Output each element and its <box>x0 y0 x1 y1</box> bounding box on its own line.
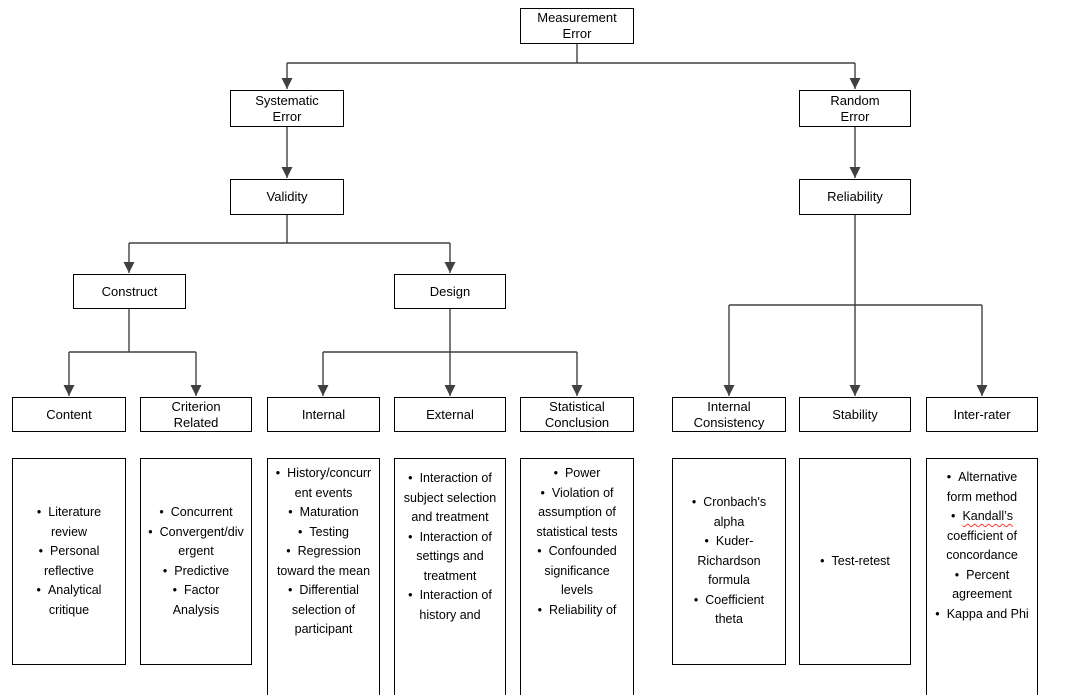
node-label: Systematic Error <box>255 92 319 124</box>
bullet-icon <box>820 554 831 568</box>
list-item-text: Predictive <box>174 563 230 578</box>
bullet-icon <box>37 505 48 519</box>
list-item-text: Reliability of <box>549 602 617 617</box>
list-item <box>528 542 626 601</box>
list-item-text: Power <box>564 466 601 480</box>
bullet-icon <box>935 607 946 621</box>
bullet-icon <box>951 509 962 523</box>
list-item-text: History/concurrent events <box>287 466 372 500</box>
node-inter-rater <box>926 397 1038 432</box>
bullet-icon <box>694 593 705 607</box>
list-item-text: Personal reflective <box>43 544 100 578</box>
list-item-text: Alternative form method <box>946 470 1018 504</box>
node-label: Random Error <box>830 92 880 124</box>
list-item-text: Interaction of history and <box>419 588 492 622</box>
node-label: Stability <box>832 406 878 422</box>
list-item <box>275 503 372 523</box>
list-item <box>20 542 118 581</box>
bullet-icon <box>286 544 297 558</box>
list-item-text: Percent agreement <box>952 567 1012 601</box>
bullet-icon <box>537 544 548 558</box>
node-criterion-related <box>140 397 252 432</box>
list-item-text: Violation of assumption of statistical tests <box>536 485 618 539</box>
list-item-text: Interaction of subject selection and treatment <box>403 471 497 524</box>
node-label: Content <box>46 406 92 422</box>
node-label: Inter-rater <box>953 406 1011 422</box>
node-random-error <box>799 90 911 127</box>
list-item-text: Convergent/divergent <box>159 524 244 558</box>
list-item-text: Concurrent <box>170 505 233 519</box>
list-item <box>275 523 372 543</box>
node-label: Reliability <box>827 189 883 204</box>
list-content-methods <box>12 458 126 665</box>
node-label: Construct <box>101 283 158 299</box>
node-reliability <box>799 179 911 215</box>
node-label: Statistical Conclusion <box>544 398 610 430</box>
list-item <box>148 562 244 582</box>
list-item-text: Maturation <box>299 505 359 519</box>
node-systematic-error <box>230 90 344 127</box>
list-item <box>148 581 244 620</box>
bullet-icon <box>538 603 549 617</box>
list-item-text: Confounded significance levels <box>544 544 617 597</box>
bullet-icon <box>705 534 716 548</box>
list-item <box>680 532 778 591</box>
node-label: External <box>426 406 474 422</box>
bullet-icon <box>37 583 48 597</box>
list-external-threats <box>394 458 506 695</box>
list-item-text: Literature review <box>48 505 102 539</box>
list-item-text: Cronbach's alpha <box>703 495 767 529</box>
bullet-icon <box>554 466 565 480</box>
node-design <box>394 274 506 309</box>
list-item <box>402 469 498 528</box>
bullet-icon <box>159 505 170 519</box>
bullet-icon <box>298 525 309 539</box>
list-internal-consistency-methods <box>672 458 786 665</box>
list-internal-threats <box>267 458 380 695</box>
node-validity <box>230 179 344 215</box>
list-item <box>528 464 626 484</box>
list-item-text: coefficient of concordance <box>946 528 1018 562</box>
list-item-text: Analytical critique <box>47 583 102 617</box>
list-item <box>934 468 1030 507</box>
list-inter-rater-methods <box>926 458 1038 695</box>
list-item <box>934 605 1030 625</box>
bullet-icon <box>408 530 419 544</box>
list-item-text: Kuder-Richardson formula <box>697 534 761 588</box>
list-item <box>934 566 1030 605</box>
node-construct <box>73 274 186 309</box>
node-internal-consistency <box>672 397 786 432</box>
list-item <box>20 503 118 542</box>
list-stability-methods <box>799 458 911 665</box>
bullet-icon <box>288 583 299 597</box>
node-label: Internal Consistency <box>693 398 765 430</box>
node-internal <box>267 397 380 432</box>
bullet-icon <box>947 470 958 484</box>
node-label: Internal <box>301 406 346 422</box>
list-item-text: Coefficient theta <box>705 592 765 627</box>
list-item <box>148 503 244 523</box>
bullet-icon <box>288 505 299 519</box>
node-label: Validity <box>266 189 308 204</box>
list-item-text: Differential selection of participant <box>291 583 359 636</box>
list-item <box>275 542 372 581</box>
bullet-icon <box>163 564 174 578</box>
node-label: Measurement Error <box>537 10 617 41</box>
bullet-icon <box>540 486 551 500</box>
bullet-icon <box>408 588 419 602</box>
list-item <box>402 528 498 587</box>
list-item <box>402 586 498 625</box>
list-item <box>528 601 626 621</box>
list-item <box>20 581 118 620</box>
list-item-text: Factor Analysis <box>172 583 220 617</box>
list-item-text: Interaction of settings and treatment <box>416 529 492 583</box>
list-statistical-conclusion-threats <box>520 458 634 695</box>
list-item <box>275 464 372 503</box>
list-item <box>680 493 778 532</box>
list-item <box>275 581 372 640</box>
misspelled-word: Kandall’s <box>962 509 1013 523</box>
node-label: Criterion Related <box>171 398 221 430</box>
bullet-icon <box>276 466 287 480</box>
bullet-icon <box>408 471 419 485</box>
bullet-icon <box>39 544 50 558</box>
list-item <box>934 507 1030 566</box>
node-content <box>12 397 126 432</box>
list-item <box>148 523 244 562</box>
list-item <box>680 591 778 630</box>
list-criterion-related-methods <box>140 458 252 665</box>
bullet-icon <box>692 495 703 509</box>
bullet-icon <box>173 583 184 597</box>
node-measurement-error <box>520 8 634 44</box>
list-item-text: Testing <box>309 524 349 539</box>
list-item-text: Regression toward the mean <box>276 544 371 578</box>
list-item-text: Kappa and Phi <box>946 606 1029 621</box>
bullet-icon <box>955 568 966 582</box>
list-item <box>528 484 626 543</box>
node-label: Design <box>429 283 471 299</box>
list-item <box>807 552 903 572</box>
node-external <box>394 397 506 432</box>
bullet-icon <box>148 525 159 539</box>
node-stability <box>799 397 911 432</box>
list-item-text: Test-retest <box>831 553 890 568</box>
node-statistical-conclusion <box>520 397 634 432</box>
